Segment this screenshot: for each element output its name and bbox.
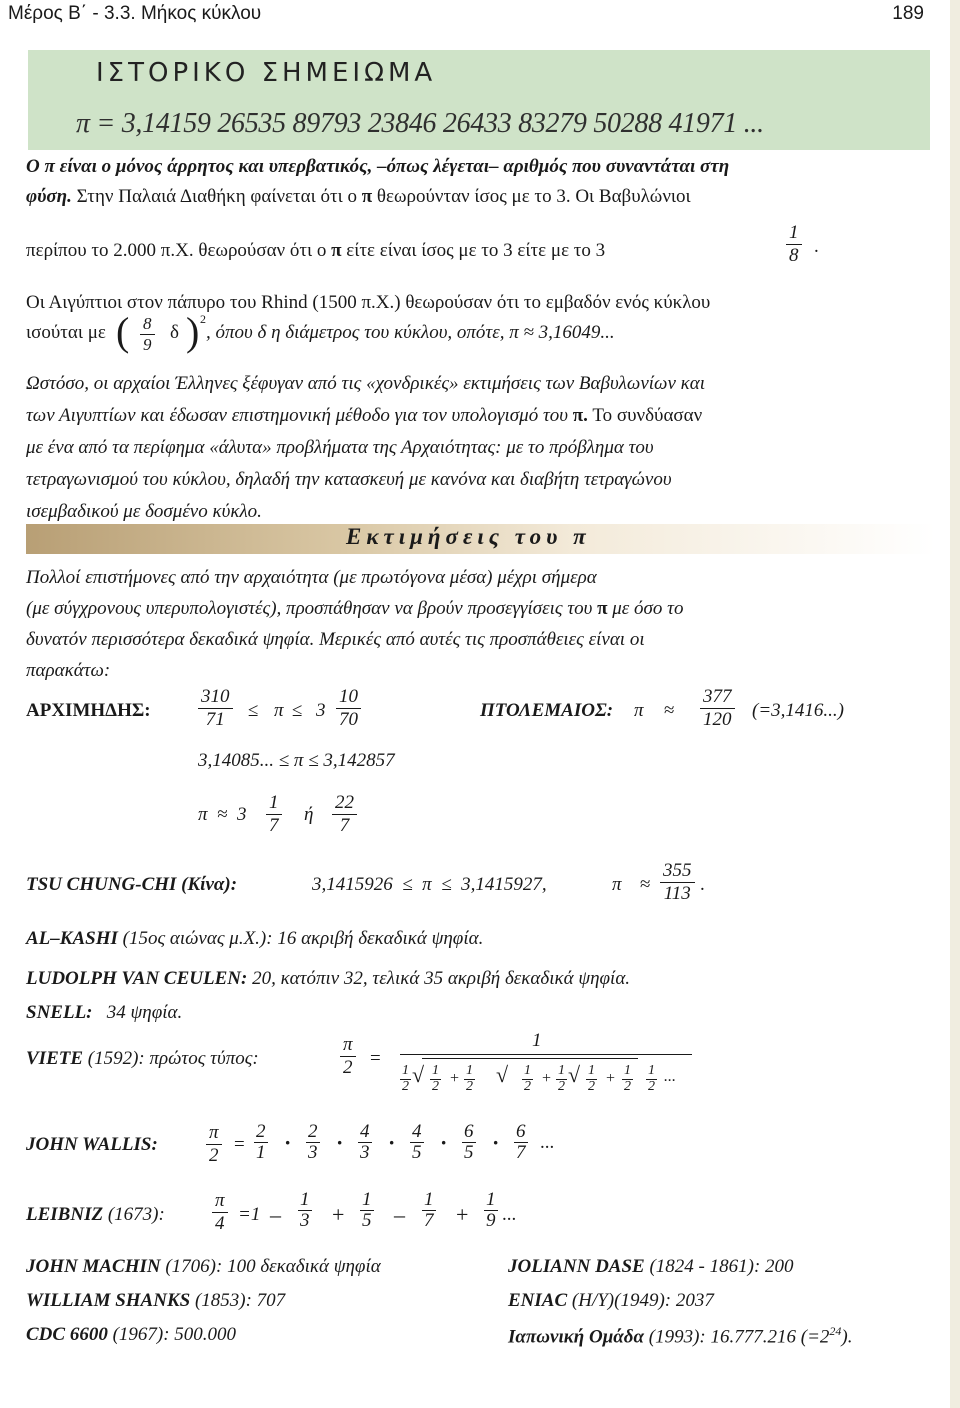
intro-text: θεωρούνταν ίσος με το 3. Οι Βαβυλώνιοι xyxy=(372,186,691,207)
period: . xyxy=(700,874,705,895)
leq-symbol: ≤ xyxy=(292,700,303,721)
fraction-355-113 xyxy=(660,860,695,905)
intro-line-1 xyxy=(26,152,936,182)
numerator: 4 xyxy=(412,1121,422,1142)
denominator: 2 xyxy=(209,1145,219,1166)
record-text: (1853): 707 xyxy=(190,1290,286,1311)
pi-symbol: π. xyxy=(572,405,588,426)
denominator: 7 xyxy=(424,1209,434,1231)
record-text: (1824 - 1861): 200 xyxy=(644,1256,794,1277)
denominator: 2 xyxy=(524,1078,531,1094)
snell-text: 34 ψηφία. xyxy=(106,1002,183,1023)
denominator: 8 xyxy=(789,245,799,266)
dot-symbol: · xyxy=(440,1130,448,1155)
denominator: 5 xyxy=(362,1209,372,1231)
numerator: 1 xyxy=(466,1063,473,1078)
left-paren: ( xyxy=(116,309,130,354)
sqrt-hook: √ xyxy=(568,1062,581,1087)
numerator: 355 xyxy=(660,860,695,883)
snell-line xyxy=(26,1002,182,1024)
greeks-line: με ένα από τα περίφημα «άλυτα» προβλήματα της Αρχαιότητας: με το πρόβλημα του xyxy=(26,437,654,458)
plus-symbol: + xyxy=(450,1070,460,1087)
fraction-pi-4 xyxy=(212,1190,228,1235)
archimedes-bounds: 3,14085... ≤ π ≤ 3,142857 xyxy=(198,750,395,771)
record-exponent: 24 xyxy=(829,1324,842,1338)
numerator: 377 xyxy=(700,686,735,709)
leq-symbol: ≤ xyxy=(248,700,259,721)
numerator: π xyxy=(206,1122,222,1145)
record-text: (1993): 16.777.216 (=2 xyxy=(644,1326,830,1348)
greeks-line xyxy=(26,400,936,432)
numerator: 1 xyxy=(558,1063,565,1078)
denominator: 2 xyxy=(432,1078,439,1094)
numerator: π xyxy=(340,1034,356,1057)
denominator: 3 xyxy=(360,1141,370,1163)
record-item xyxy=(26,1324,236,1346)
fraction xyxy=(646,1064,657,1094)
record-label: JOLIANN DASE xyxy=(508,1256,645,1277)
pi-symbol: π xyxy=(634,700,644,721)
fraction-10-70 xyxy=(336,686,361,731)
ludolph-line xyxy=(26,968,630,990)
estimates-line: παρακάτω: xyxy=(26,660,111,681)
wallis-label: JOHN WALLIS: xyxy=(26,1134,158,1155)
intro-line-4 xyxy=(26,288,936,318)
record-item xyxy=(508,1324,852,1348)
dot-symbol: · xyxy=(284,1130,292,1155)
fraction-1-7 xyxy=(266,792,282,837)
numerator: 1 xyxy=(300,1189,310,1210)
numerator: 8 xyxy=(140,314,155,335)
greeks-paragraph xyxy=(26,368,936,528)
intro-text: περίπου το 2.000 π.Χ. θεωρούσαν ότι ο xyxy=(26,240,332,261)
fraction-pi-2 xyxy=(206,1122,222,1167)
fraction xyxy=(360,1190,374,1231)
plus-symbol: + xyxy=(542,1070,552,1087)
equals-symbol: = xyxy=(234,1134,245,1155)
greeks-line: Ωστόσο, οι αρχαίοι Έλληνες ξέφυγαν από τις «χονδρικές» εκτιμήσεις των Βαβυλωνίων και xyxy=(26,373,706,394)
ludolph-text: 20, κατόπιν 32, τελικά 35 ακριβή δεκαδικά ψηφία. xyxy=(252,968,631,989)
estimates-line: δυνατόν περισσότερα δεκαδικά ψηφία. Μερικές από αυτές τις προσπάθειες είναι οι xyxy=(26,629,645,650)
equals-one: =1 xyxy=(238,1204,261,1225)
record-end: ). xyxy=(841,1326,853,1348)
ellipsis: ... xyxy=(502,1204,517,1225)
leibniz-year: (1673): xyxy=(107,1204,165,1225)
record-label: CDC 6600 xyxy=(26,1324,108,1345)
right-paren: ) xyxy=(186,309,200,354)
fraction xyxy=(422,1190,436,1231)
sqrt-sign xyxy=(578,1058,638,1099)
denominator: 3 xyxy=(308,1141,318,1163)
page-number: 189 xyxy=(892,3,924,24)
plus-symbol: + xyxy=(332,1202,345,1227)
pi-decimal-expansion: π = 3,14159 26535 89793 23846 26433 83279 50288 41971 ... xyxy=(76,108,764,139)
leibniz-line xyxy=(26,1204,165,1226)
dot-symbol: · xyxy=(388,1130,396,1155)
record-label: Ιαπωνική Ομάδα xyxy=(508,1326,645,1348)
greeks-text: των Αιγυπτίων και έδωσαν επιστημονική μέθοδο για τον υπολογισμό του xyxy=(26,405,573,426)
viete-fraction-bar xyxy=(400,1054,692,1055)
alkashi-line xyxy=(26,928,483,950)
intro-text: Στην Παλαιά Διαθήκη φαίνεται ότι ο xyxy=(71,186,362,207)
numerator: 6 xyxy=(464,1121,474,1142)
denominator: 2 xyxy=(466,1078,473,1094)
fraction xyxy=(254,1122,268,1163)
numerator: 1 xyxy=(266,792,282,815)
record-text: (1967): 500.000 xyxy=(107,1324,237,1345)
estimates-line xyxy=(26,593,936,624)
denominator: 5 xyxy=(464,1141,474,1163)
record-item xyxy=(26,1256,381,1278)
archimedes-label: ΑΡΧΙΜΗΔΗΣ: xyxy=(26,700,151,721)
record-label: ENIAC xyxy=(508,1290,568,1311)
fraction xyxy=(462,1122,476,1163)
intro-line-5-end: , όπου δ η διάμετρος του κύκλου, οπότε, π ≈ 3,16049... xyxy=(206,322,615,343)
leibniz-series xyxy=(270,1190,570,1250)
numerator: 1 xyxy=(362,1189,372,1210)
numerator: 6 xyxy=(516,1121,526,1142)
fraction xyxy=(514,1122,528,1163)
plus-symbol: + xyxy=(606,1070,616,1087)
numerator: 1 xyxy=(648,1063,655,1078)
numerator: 2 xyxy=(256,1121,266,1142)
numerator: 1 xyxy=(524,1063,531,1078)
delta-symbol: δ xyxy=(170,322,179,343)
numerator: 310 xyxy=(198,686,233,709)
sqrt-hook: √ xyxy=(412,1062,425,1087)
ludolph-label: LUDOLPH VAN CEULEN: xyxy=(26,968,248,989)
integer-three: 3 xyxy=(316,700,326,721)
denominator: 120 xyxy=(703,709,732,730)
fraction xyxy=(298,1190,312,1231)
denominator: 3 xyxy=(300,1209,310,1231)
denominator: 7 xyxy=(339,815,350,836)
wallis-product xyxy=(254,1122,574,1182)
denominator: 2 xyxy=(648,1078,655,1094)
alkashi-label: AL–KASHI xyxy=(26,928,118,949)
fraction-310-71 xyxy=(198,686,233,731)
dot-symbol: · xyxy=(492,1130,500,1155)
denominator: 71 xyxy=(205,709,225,730)
fraction-pi-2 xyxy=(340,1034,356,1079)
denominator: 5 xyxy=(412,1141,422,1163)
or-word: ή xyxy=(304,804,314,825)
fraction xyxy=(306,1122,320,1163)
period: . xyxy=(814,236,819,257)
record-item xyxy=(26,1290,285,1312)
estimates-line: Πολλοί επιστήμονες από την αρχαιότητα (με πρωτόγονα μέσα) μέχρι σήμερα xyxy=(26,567,597,588)
dot-symbol: · xyxy=(336,1130,344,1155)
intro-line-5-start: ισούται με xyxy=(26,322,106,343)
fraction xyxy=(400,1064,411,1094)
numerator: π xyxy=(212,1190,228,1213)
alkashi-text: (15ος αιώνας μ.Χ.): 16 ακριβή δεκαδικά ψηφία. xyxy=(122,928,484,949)
pi-symbol: π xyxy=(597,598,608,619)
viete-denominator xyxy=(400,1064,700,1108)
record-text: (1706): 100 δεκαδικά ψηφία xyxy=(160,1256,381,1277)
denominator: 4 xyxy=(215,1213,225,1234)
fraction xyxy=(410,1122,424,1163)
fraction xyxy=(484,1190,498,1231)
exponent: 2 xyxy=(200,312,206,326)
denominator: 113 xyxy=(663,883,691,904)
approx-symbol: ≈ xyxy=(664,700,675,721)
intro-text: είτε είναι ίσος με το 3 είτε με το 3 xyxy=(341,240,606,261)
ptolemy-decimal: (=3,1416...) xyxy=(752,700,844,721)
fraction-22-7 xyxy=(332,792,357,837)
pi-symbol: π xyxy=(331,240,342,261)
viete-text: (1592): πρώτος τύπος: xyxy=(87,1048,259,1069)
intro-text: Ο π είναι ο μόνος άρρητος και υπερβατικός, –όπως λέγεται– αριθμός που συναντάται στη xyxy=(26,156,730,177)
archimedes-approx: π ≈ 3 xyxy=(198,804,247,825)
numerator: 22 xyxy=(332,792,357,815)
numerator: 1 xyxy=(432,1063,439,1078)
minus-symbol: – xyxy=(394,1202,405,1227)
viete-line xyxy=(26,1048,259,1070)
pi-symbol: π xyxy=(274,700,284,721)
right-margin-band xyxy=(950,0,960,1408)
denominator: 2 xyxy=(588,1078,595,1094)
denominator: 2 xyxy=(624,1078,631,1094)
ptolemy-label: ΠΤΟΛΕΜΑΙΟΣ: xyxy=(480,700,614,721)
numerator: 1 xyxy=(402,1063,409,1078)
tsu-bounds: 3,1415926 ≤ π ≤ 3,1415927, xyxy=(312,874,547,895)
section-title: Εκτιμήσεις του π xyxy=(346,524,591,549)
approx-symbol: ≈ xyxy=(640,874,651,895)
numerator: 2 xyxy=(308,1121,318,1142)
record-item xyxy=(508,1256,794,1278)
estimates-text: (με σύγχρονους υπερυπολογιστές), προσπάθησαν να βρούν προσεγγίσεις του xyxy=(26,598,598,619)
leibniz-label: LEIBNIZ xyxy=(26,1204,104,1225)
record-label: JOHN MACHIN xyxy=(26,1256,161,1277)
intro-text: φύση. xyxy=(26,186,72,207)
greeks-line: ισεμβαδικού με δοσμένο κύκλο. xyxy=(26,501,262,522)
numerator: 1 xyxy=(424,1189,434,1210)
intro-text: Οι Αιγύπτιοι στον πάπυρο του Rhind (1500 π.Χ.) θεωρούσαν ότι το εμβαδόν ενός κύκλου xyxy=(26,292,711,313)
sqrt-hook: √ xyxy=(496,1062,509,1087)
chapter-title: Μέρος Β΄ - 3.3. Μήκος κύκλου xyxy=(8,3,262,24)
viete-numerator: 1 xyxy=(532,1030,542,1051)
greeks-line: τετραγωνισμού του κύκλου, δηλαδή την κατασκευή με κανόνα και διαβήτη τετραγώνου xyxy=(26,469,672,490)
snell-label: SNELL: xyxy=(26,1002,93,1023)
numerator: 10 xyxy=(336,686,361,709)
numerator: 1 xyxy=(786,222,802,245)
estimates-text: με όσο το xyxy=(607,598,684,619)
numerator: 4 xyxy=(360,1121,370,1142)
pi-symbol: π xyxy=(612,874,622,895)
fraction xyxy=(358,1122,372,1163)
tsu-label: TSU CHUNG-CHI (Κίνα): xyxy=(26,874,238,895)
pi-symbol: π xyxy=(361,186,373,207)
minus-symbol: – xyxy=(270,1202,281,1227)
fraction-one-eighth xyxy=(786,222,802,267)
page-header xyxy=(0,0,960,36)
denominator: 7 xyxy=(516,1141,526,1163)
intro-line-2 xyxy=(26,182,936,212)
record-text: (H/Y)(1949): 2037 xyxy=(567,1290,714,1311)
denominator: 7 xyxy=(269,815,279,836)
fraction-eight-ninths xyxy=(140,314,155,355)
denominator: 70 xyxy=(339,709,358,730)
viete-label: VIETE xyxy=(26,1048,84,1069)
estimates-intro xyxy=(26,562,936,686)
plus-symbol: + xyxy=(456,1202,469,1227)
denominator: 2 xyxy=(558,1078,565,1094)
banner-title: ΙΣΤΟΡΙΚΟ ΣΗΜΕΙΩΜΑ xyxy=(96,58,437,88)
record-item xyxy=(508,1290,714,1312)
numerator: 1 xyxy=(486,1189,496,1210)
denominator: 9 xyxy=(486,1209,496,1231)
greeks-text: Το συνδύασαν xyxy=(587,405,703,426)
record-label: WILLIAM SHANKS xyxy=(26,1290,191,1311)
numerator: 1 xyxy=(624,1063,631,1078)
fraction-377-120 xyxy=(700,686,735,731)
numerator: 1 xyxy=(588,1063,595,1078)
denominator: 1 xyxy=(256,1141,266,1163)
ellipsis: ... xyxy=(540,1132,555,1153)
denominator: 2 xyxy=(402,1078,409,1094)
equals-symbol: = xyxy=(370,1048,381,1069)
denominator: 9 xyxy=(143,335,152,354)
denominator: 2 xyxy=(343,1057,353,1078)
ellipsis: ... xyxy=(664,1068,676,1085)
